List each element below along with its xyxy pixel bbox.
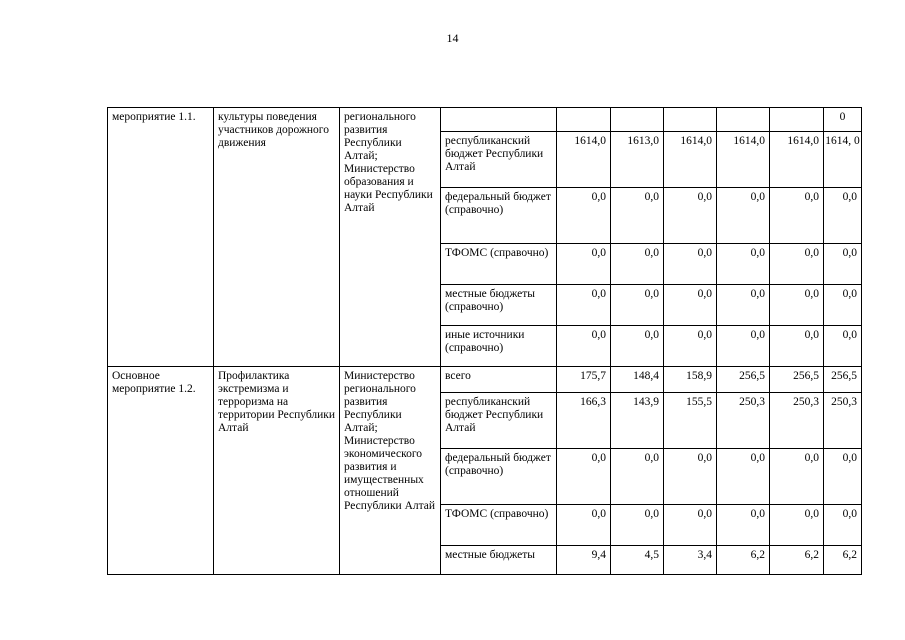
value-cell: 0,0 <box>824 244 862 285</box>
value-cell: 0,0 <box>611 188 664 244</box>
funding-source-cell <box>441 108 557 132</box>
funding-source-cell: федеральный бюджет (справочно) <box>441 449 557 505</box>
value-cell <box>717 108 770 132</box>
value-cell: 1614, 0 <box>824 132 862 188</box>
value-cell: 0,0 <box>557 449 611 505</box>
value-cell: 0,0 <box>611 326 664 367</box>
value-cell: 0,0 <box>664 326 717 367</box>
funding-source-cell: местные бюджеты <box>441 546 557 575</box>
value-cell: 1614,0 <box>770 132 824 188</box>
value-cell: 0,0 <box>770 449 824 505</box>
value-cell: 0,0 <box>664 188 717 244</box>
value-cell: 0,0 <box>611 285 664 326</box>
program-element-cell: мероприятие 1.1. <box>108 108 214 367</box>
page-number: 14 <box>446 31 459 45</box>
program-element-cell: Основное мероприятие 1.2. <box>108 367 214 575</box>
value-cell: 256,5 <box>824 367 862 393</box>
funding-source-cell: республиканский бюджет Республики Алтай <box>441 393 557 449</box>
value-cell: 0,0 <box>824 449 862 505</box>
value-cell: 250,3 <box>717 393 770 449</box>
value-cell: 0,0 <box>611 505 664 546</box>
funding-source-cell: республиканский бюджет Республики Алтай <box>441 132 557 188</box>
value-cell: 256,5 <box>770 367 824 393</box>
value-cell: 0,0 <box>664 505 717 546</box>
value-cell: 0,0 <box>770 285 824 326</box>
event-name-cell: культуры поведения участников дорожного движения <box>214 108 340 367</box>
funding-source-cell: федеральный бюджет (справочно) <box>441 188 557 244</box>
value-cell: 6,2 <box>717 546 770 575</box>
funding-table <box>107 107 862 575</box>
value-cell: 0,0 <box>611 449 664 505</box>
value-cell: 0,0 <box>717 244 770 285</box>
value-cell: 0,0 <box>824 326 862 367</box>
value-cell: 0,0 <box>824 285 862 326</box>
value-cell: 9,4 <box>557 546 611 575</box>
value-cell: 0,0 <box>717 449 770 505</box>
value-cell: 1614,0 <box>664 132 717 188</box>
value-cell: 4,5 <box>611 546 664 575</box>
value-cell: 0,0 <box>664 449 717 505</box>
value-cell: 0,0 <box>557 505 611 546</box>
value-cell <box>664 108 717 132</box>
value-cell: 0,0 <box>611 244 664 285</box>
funding-source-cell: иные источники (справочно) <box>441 326 557 367</box>
event-name-cell: Профилактика экстремизма и терроризма на территории Республики Алтай <box>214 367 340 575</box>
value-cell: 175,7 <box>557 367 611 393</box>
value-cell: 0 <box>824 108 862 132</box>
value-cell: 148,4 <box>611 367 664 393</box>
value-cell: 0,0 <box>770 188 824 244</box>
value-cell: 0,0 <box>770 505 824 546</box>
value-cell: 0,0 <box>770 326 824 367</box>
funding-source-cell: всего <box>441 367 557 393</box>
funding-source-cell: ТФОМС (справочно) <box>441 244 557 285</box>
value-cell: 0,0 <box>557 326 611 367</box>
funding-source-cell: ТФОМС (справочно) <box>441 505 557 546</box>
value-cell: 1614,0 <box>557 132 611 188</box>
value-cell: 0,0 <box>717 285 770 326</box>
value-cell: 256,5 <box>717 367 770 393</box>
value-cell: 0,0 <box>770 244 824 285</box>
value-cell: 0,0 <box>717 188 770 244</box>
value-cell: 0,0 <box>824 188 862 244</box>
value-cell: 6,2 <box>770 546 824 575</box>
value-cell: 1614,0 <box>717 132 770 188</box>
executor-cell: Министерство регионального развития Республики Алтай; Министерство экономического развития и имущественных отношений Республики Алтай <box>340 367 441 575</box>
table-row <box>108 108 862 132</box>
table-row <box>108 367 862 393</box>
value-cell: 0,0 <box>557 285 611 326</box>
value-cell: 250,3 <box>770 393 824 449</box>
value-cell: 143,9 <box>611 393 664 449</box>
value-cell: 0,0 <box>664 285 717 326</box>
value-cell: 6,2 <box>824 546 862 575</box>
value-cell: 166,3 <box>557 393 611 449</box>
value-cell <box>770 108 824 132</box>
value-cell: 155,5 <box>664 393 717 449</box>
value-cell: 0,0 <box>717 326 770 367</box>
value-cell: 1613,0 <box>611 132 664 188</box>
value-cell: 0,0 <box>664 244 717 285</box>
value-cell: 0,0 <box>557 244 611 285</box>
funding-source-cell: местные бюджеты (справочно) <box>441 285 557 326</box>
value-cell <box>611 108 664 132</box>
value-cell: 250,3 <box>824 393 862 449</box>
value-cell <box>557 108 611 132</box>
executor-cell: регионального развития Республики Алтай; Министерство образования и науки Республики Алтай <box>340 108 441 367</box>
value-cell: 0,0 <box>824 505 862 546</box>
value-cell: 158,9 <box>664 367 717 393</box>
value-cell: 0,0 <box>717 505 770 546</box>
value-cell: 3,4 <box>664 546 717 575</box>
value-cell: 0,0 <box>557 188 611 244</box>
